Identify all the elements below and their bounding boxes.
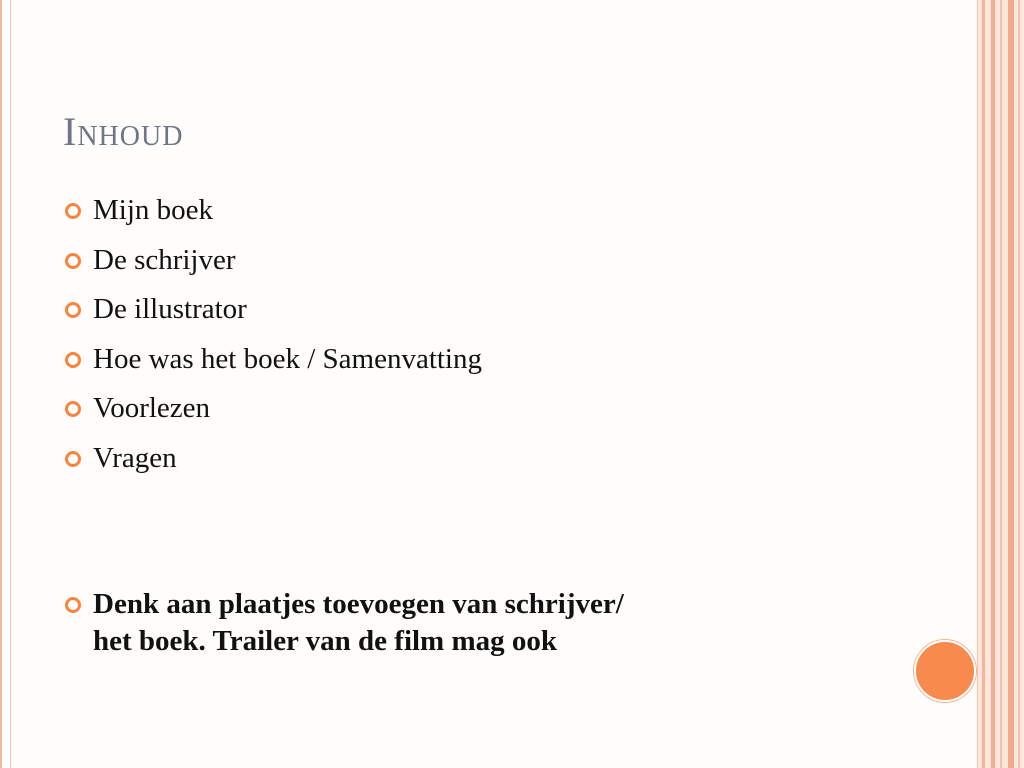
bullet-text: De illustrator: [93, 293, 247, 325]
slide-title: Inhoud: [63, 109, 184, 154]
bullet-text: Mijn boek: [93, 194, 214, 226]
stripe: [1008, 0, 1014, 768]
stripe: [991, 0, 995, 768]
bullet-text: De schrijver: [93, 243, 236, 276]
circle-bullet-icon: [65, 401, 81, 417]
circle-bullet-icon: [65, 203, 81, 219]
decorative-stripes: [978, 0, 1024, 768]
circle-bullet-icon: [65, 253, 81, 269]
stripe: [1018, 0, 1020, 768]
bullet-text: Hoe was het boek / Samenvatting: [93, 342, 482, 375]
note-line-2: het boek. Trailer van de film mag ook: [93, 625, 557, 657]
accent-circle-decoration: [914, 640, 976, 702]
circle-bullet-icon: [65, 352, 81, 368]
stripe: [1000, 0, 1002, 768]
circle-bullet-icon: [65, 451, 81, 467]
bullet-list: [65, 186, 885, 483]
stripe: [982, 0, 985, 768]
circle-bullet-icon: [65, 302, 81, 318]
bullet-item-de-illustrator: [65, 285, 885, 335]
note-line-1: Denk aan plaatjes toevoegen van schrijver/: [93, 588, 624, 620]
circle-bullet-icon: [65, 597, 81, 613]
bullet-text: Vragen: [93, 441, 177, 474]
bullet-item-mijn-boek: [65, 186, 885, 236]
slide-left-border: [0, 0, 2, 768]
bullet-item-voorlezen: [65, 384, 885, 434]
bullet-text: Voorlezen: [93, 392, 211, 424]
bullet-item-vragen: [65, 434, 885, 484]
note-list: [65, 586, 885, 660]
note-item: [65, 586, 885, 660]
bullet-item-samenvatting: [65, 335, 885, 385]
bullet-item-de-schrijver: [65, 236, 885, 286]
